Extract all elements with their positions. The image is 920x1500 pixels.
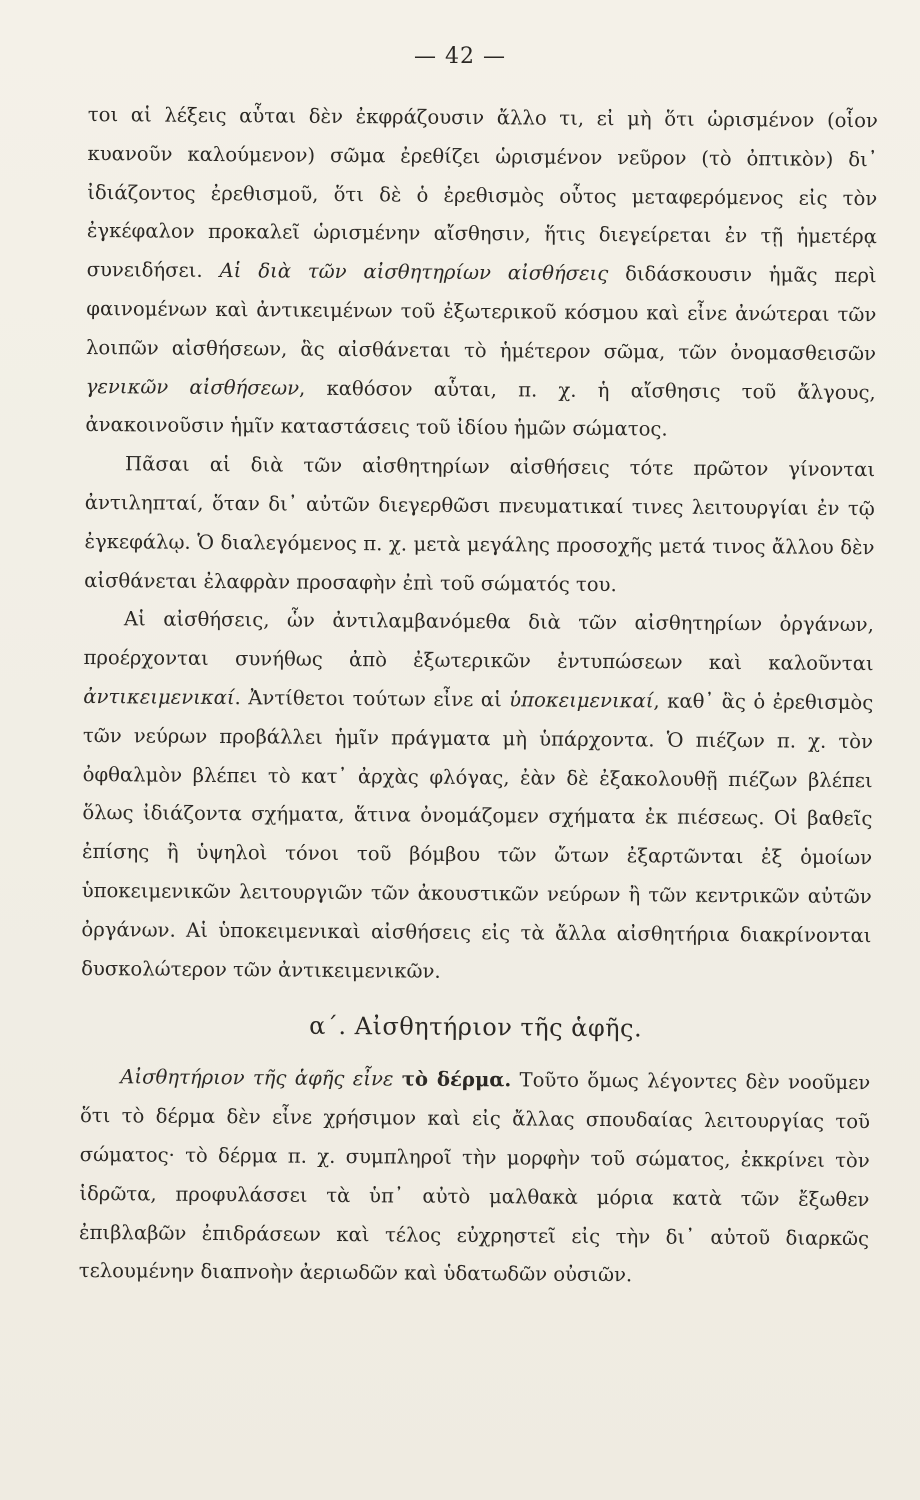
paragraph-1	[85, 96, 878, 451]
paragraph-2	[84, 445, 875, 606]
italic-term: Αἱ διὰ τῶν αἰσθητηρίων αἰσθήσεις	[219, 259, 609, 286]
text-segment: , καθόσον αὗται, π. χ. ἡ αἴσθησις τοῦ ἄλγους, ἀνακοινοῦσιν ἡμῖν καταστάσεις τοῦ ἰδίου ἡμῶν σώματος.	[85, 376, 876, 441]
page-number: — 42 —	[414, 44, 506, 69]
text-segment: Πᾶσαι αἱ διὰ τῶν αἰσθητηρίων αἰσθήσεις τότε πρῶτον γίνονται ἀντιληπταί, ὅταν δι᾽ αὐτῶν διεγερθῶσι πνευματικαί τινες λειτουργίαι ἐν τῷ ἐγκεφάλῳ. Ὁ διαλεγόμενος π. χ. μετὰ μεγάλης προσοχῆς μετά τινος ἄλλου δὲν αἰσθάνεται ἐλαφρὰν προσαφὴν ἐπὶ τοῦ σώματός του.	[84, 452, 876, 596]
italic-term: ὑποκειμενικαί	[509, 688, 654, 713]
italic-term: γενικῶν αἰσθήσεων	[85, 374, 300, 400]
bold-term: τὸ δέρμα.	[401, 1067, 512, 1092]
text-segment: διδάσκουσιν ἡμᾶς περὶ φαινομένων καὶ ἀντικειμένων τοῦ ἐξωτερικοῦ κόσμου καὶ εἶνε ἀνώτεραι τῶν λοιπῶν αἰσθήσεων, ἃς αἰσθάνεται τὸ ἡμέτερον σῶμα, τῶν ὀνομασθεισῶν	[85, 262, 877, 365]
italic-term: Αἰσθητήριον τῆς ἁφῆς εἶνε	[120, 1065, 394, 1091]
text-segment: Τοῦτο ὅμως λέγοντες δὲν νοοῦμεν ὅτι τὸ δέρμα δὲν εἶνε χρήσιμον καὶ εἰς ἄλλας σπουδαίας λειτουργίας τοῦ σώματος· τὸ δέρμα π. χ. συμπληροῖ τὴν μορφὴν τοῦ σώματος, ἐκκρίνει τὸν ἱδρῶτα, προφυλάσσει τὰ ὑπ᾽ αὐτὸ μαλθακὰ μόρια κατὰ τῶν ἔξωθεν ἐπιβλαβῶν ἐπιδράσεων καὶ τέλος εὐχρηστεῖ εἰς τὴν δι᾽ αὐτοῦ διαρκῶς τελουμένην διαπνοὴν ἀεριωδῶν καὶ ὑδατωδῶν οὐσιῶν.	[78, 1068, 871, 1287]
section-heading: α΄. Αἰσθητήριον τῆς ἁφῆς.	[309, 1012, 643, 1043]
text-segment: τοι αἱ λέξεις αὗται δὲν ἐκφράζουσιν ἄλλο τι, εἰ μὴ ὅτι ὡρισμένον (οἷον κυανοῦν καλούμενον) σῶμα ἐρεθίζει ὡρισμένον νεῦρον (τὸ ὀπτικὸν) δι᾽ ἰδιάζοντος ἐρεθισμοῦ, ὅτι δὲ ὁ ἐρεθισμὸς οὗτος μεταφερόμενος εἰς τὸν ἐγκέφαλον προκαλεῖ ὡρισμένην αἴσθησιν, ἥτις διεγείρεται ἐν τῇ ἡμετέρᾳ συνειδήσει.	[86, 102, 878, 283]
paragraph-3	[81, 600, 874, 994]
text-segment: , καθ᾽ ἃς ὁ ἐρεθισμὸς τῶν νεύρων προβάλλει ἡμῖν πράγματα μὴ ὑπάρχοντα. Ὁ πιέζων π. χ. τὸν ὀφθαλμὸν βλέπει τὸ κατ᾽ ἀρχὰς φλόγας, ἐὰν δὲ ἐξακολουθῇ πιέζων βλέπει ὅλως ἰδιάζοντα σχήματα, ἅτινα ὀνομάζομεν σχήματα ἐκ πιέσεως. Οἱ βαθεῖς ἐπίσης ἢ ὑψηλοὶ τόνοι τοῦ βόμβου τῶν ὤτων ἐξαρτῶνται ἐξ ὁμοίων ὑποκειμενικῶν λειτουργιῶν τῶν ἀκουστικῶν νεύρων ἢ τῶν κεντρικῶν αὐτῶν ὀργάνων. Αἱ ὑποκειμενικαὶ αἰσθήσεις εἰς τὰ ἄλλα αἰσθητήρια διακρίνονται δυσκολώτερον τῶν ἀντικειμενικῶν.	[81, 689, 874, 983]
text-segment	[393, 1068, 402, 1091]
text-segment: . Ἀντίθετοι τούτων εἶνε αἱ	[234, 686, 510, 712]
section-paragraph	[79, 1058, 871, 1297]
text-segment: Αἱ αἰσθήσεις, ὧν ἀντιλαμβανόμεθα διὰ τῶν αἰσθητηρίων ὀργάνων, προέρχονται συνήθως ἀπὸ ἐξωτερικῶν ἐντυπώσεων καὶ καλοῦνται	[83, 607, 874, 676]
body-text	[79, 96, 878, 1297]
italic-term: ἀντικειμενικαί	[83, 684, 235, 710]
